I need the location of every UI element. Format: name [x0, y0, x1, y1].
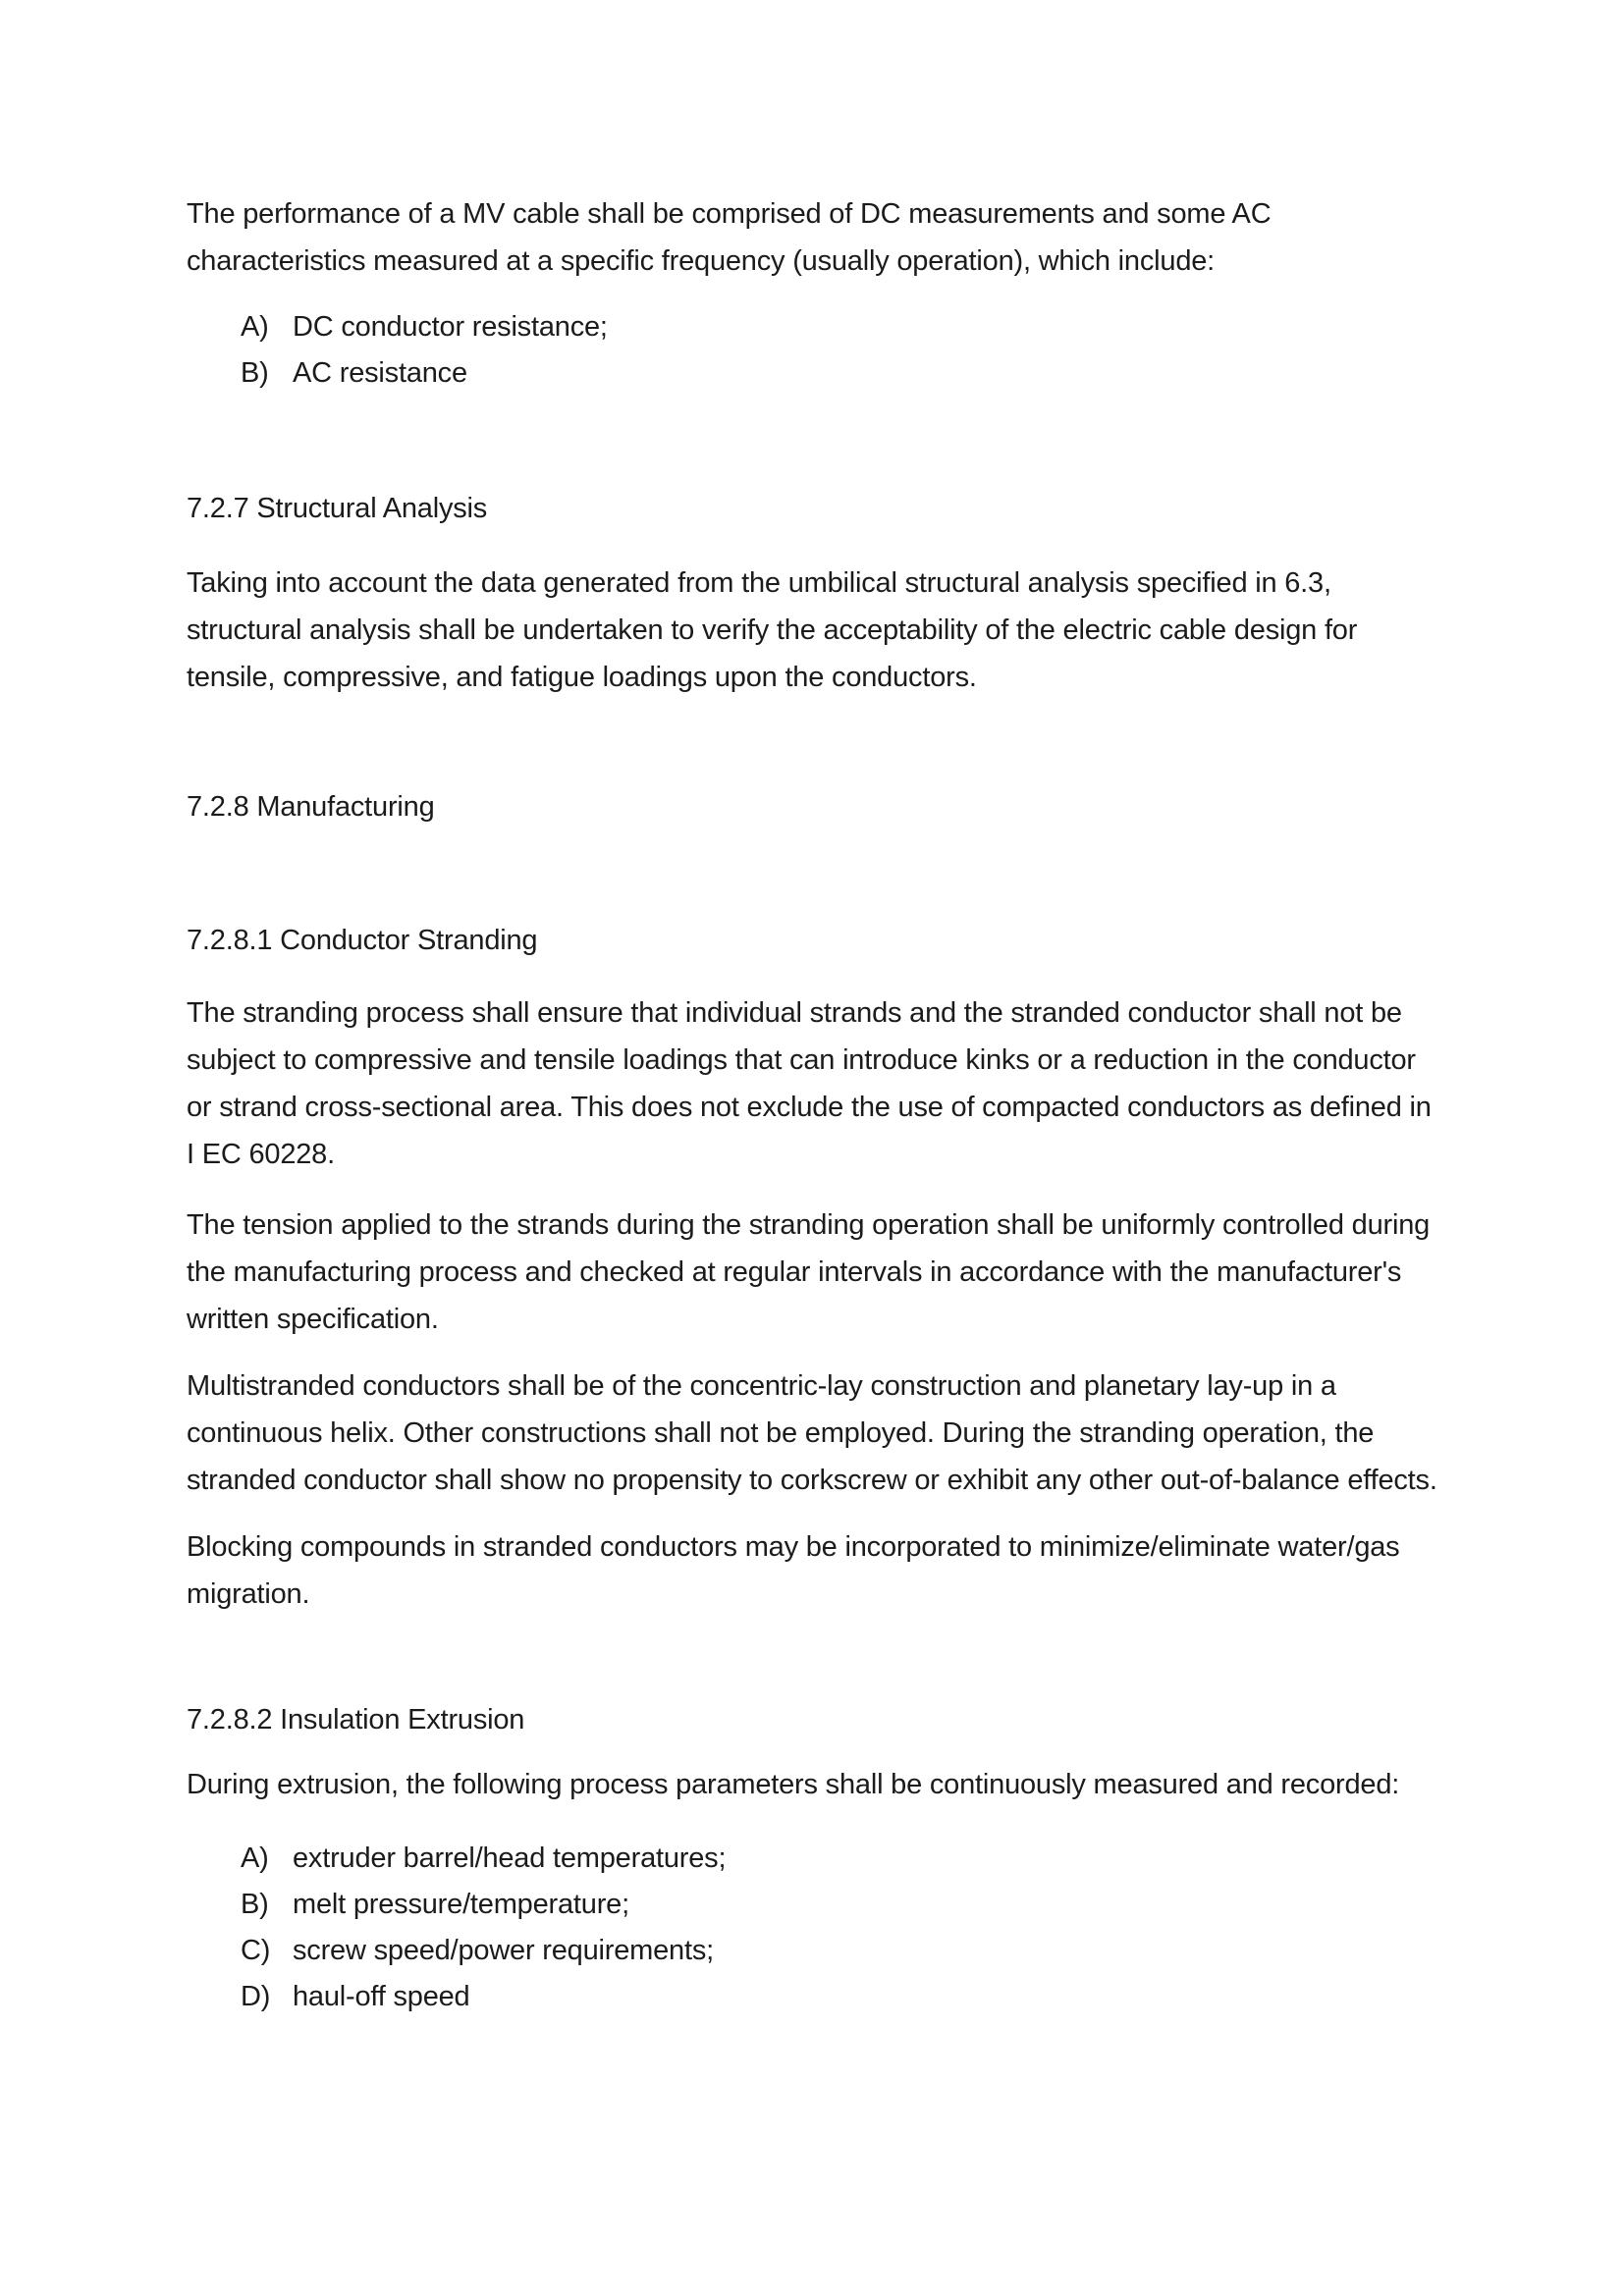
- list-item-text: screw speed/power requirements;: [293, 1935, 714, 1966]
- list-item: [187, 1836, 1437, 1882]
- section-heading-7-2-8-1: 7.2.8.1 Conductor Stranding: [187, 925, 538, 956]
- paragraph-blocking-compounds: Blocking compounds in stranded conductors may be incorporated to minimize/eliminate water/gas migration.: [187, 1531, 1400, 1610]
- paragraph-multistranded-conductors: Multistranded conductors shall be of the concentric-lay construction and planetary lay-up in a continuous helix. Other constructions shall not be employed. During the stranding operation, the stranded conductor shall show no propensity to corkscrew or exhibit any other out-of-balance effects.: [187, 1370, 1437, 1496]
- list-item: [187, 304, 1437, 350]
- section-heading-7-2-8-2: 7.2.8.2 Insulation Extrusion: [187, 1704, 525, 1735]
- list-marker: B): [241, 1889, 269, 1920]
- paragraph-extrusion-parameters: During extrusion, the following process parameters shall be continuously measured and recorded:: [187, 1769, 1400, 1800]
- paragraph-strand-tension: The tension applied to the strands during the stranding operation shall be uniformly controlled during the manufacturing process and checked at regular intervals in accordance with the manufacturer's written specification.: [187, 1209, 1431, 1335]
- list-item-text: AC resistance: [293, 357, 467, 389]
- paragraph-structural-analysis: Taking into account the data generated from the umbilical structural analysis specified in 6.3, structural analysis shall be undertaken to verify the acceptability of the electric cable design for tensile, compressive, and fatigue loadings upon the conductors.: [187, 567, 1358, 693]
- list-marker: B): [241, 357, 269, 389]
- list-item: [187, 1928, 1437, 1974]
- list-item-text: melt pressure/temperature;: [293, 1889, 629, 1920]
- measurement-list: [187, 304, 1437, 397]
- list-marker: A): [241, 1842, 269, 1874]
- process-parameter-list: [187, 1836, 1437, 2020]
- list-marker: D): [241, 1981, 271, 2012]
- list-item: [187, 1882, 1437, 1928]
- list-item-text: haul-off speed: [293, 1981, 470, 2012]
- list-item-text: DC conductor resistance;: [293, 311, 608, 343]
- intro-paragraph: The performance of a MV cable shall be comprised of DC measurements and some AC characteristics measured at a specific frequency (usually operation), which include:: [187, 198, 1272, 277]
- list-item: [187, 350, 1437, 397]
- list-marker: A): [241, 311, 269, 343]
- section-heading-7-2-7: 7.2.7 Structural Analysis: [187, 493, 488, 524]
- list-item-text: extruder barrel/head temperatures;: [293, 1842, 727, 1874]
- list-item: [187, 1974, 1437, 2020]
- section-heading-7-2-8: 7.2.8 Manufacturing: [187, 791, 435, 823]
- list-marker: C): [241, 1935, 271, 1966]
- paragraph-stranding-process: The stranding process shall ensure that individual strands and the stranded conductor shall not be subject to compressive and tensile loadings that can introduce kinks or a reduction in the conductor or strand cross-sectional area. This does not exclude the use of compacted conductors as defined in I EC 60228.: [187, 997, 1432, 1170]
